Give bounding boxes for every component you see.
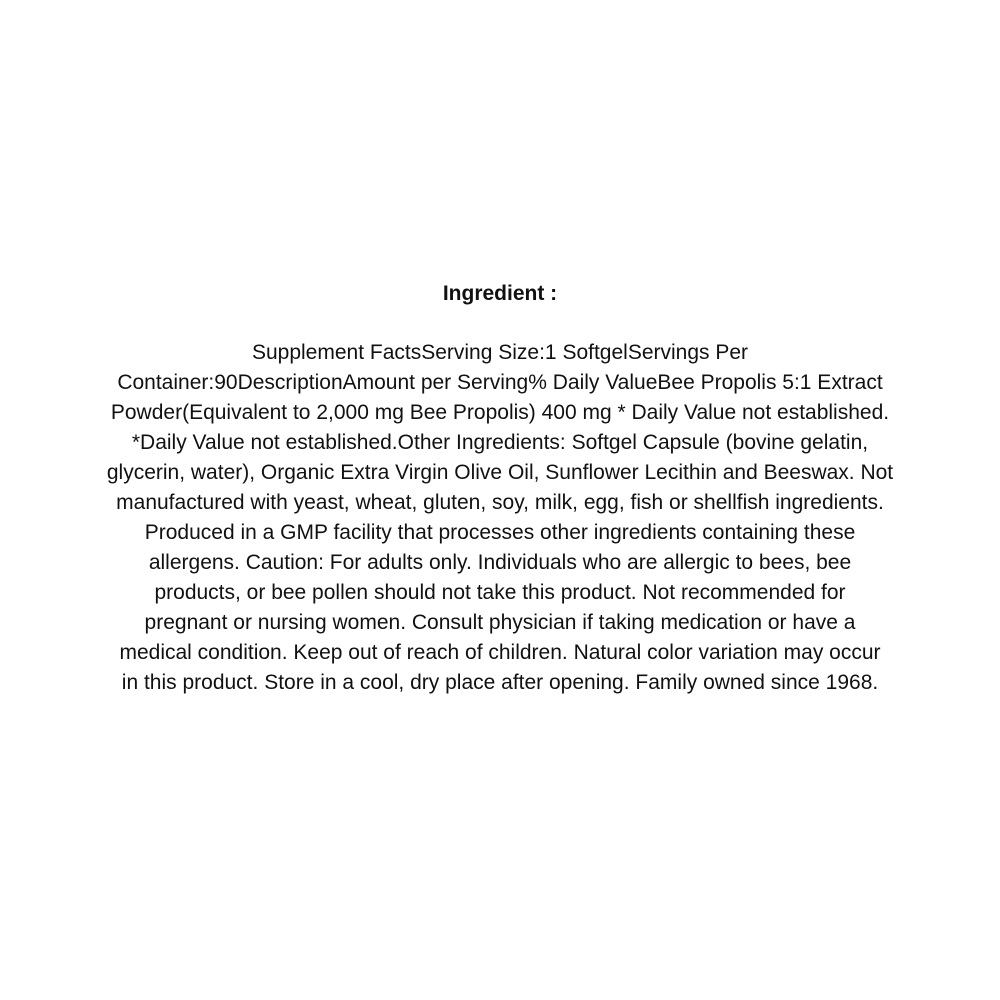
description-line: products, or bee pollen should not take this product. Not recommended for [154, 581, 846, 604]
description-line: manufactured with yeast, wheat, gluten, soy, milk, egg, fish or shellfish ingredients. [116, 491, 884, 514]
description-line: glycerin, water), Organic Extra Virgin Olive Oil, Sunflower Lecithin and Beeswax. Not [106, 461, 894, 484]
description-line: medical condition. Keep out of reach of children. Natural color variation may occur [119, 641, 881, 664]
description-line: Container:90DescriptionAmount per Serving% Daily ValueBee Propolis 5:1 Extract [117, 371, 883, 394]
description-line: *Daily Value not established.Other Ingredients: Softgel Capsule (bovine gelatin, [131, 431, 869, 454]
description-line: Supplement FactsServing Size:1 SoftgelServings Per [251, 341, 749, 364]
description-line: in this product. Store in a cool, dry place after opening. Family owned since 1968. [121, 671, 879, 694]
ingredient-description [40, 338, 960, 698]
description-line: pregnant or nursing women. Consult physician if taking medication or have a [144, 611, 856, 634]
ingredient-heading: Ingredient : [442, 282, 558, 305]
description-line: Powder(Equivalent to 2,000 mg Bee Propolis) 400 mg * Daily Value not established. [110, 401, 890, 424]
description-line: Produced in a GMP facility that processes other ingredients containing these [144, 521, 856, 544]
description-line: allergens. Caution: For adults only. Individuals who are allergic to bees, bee [148, 551, 852, 574]
